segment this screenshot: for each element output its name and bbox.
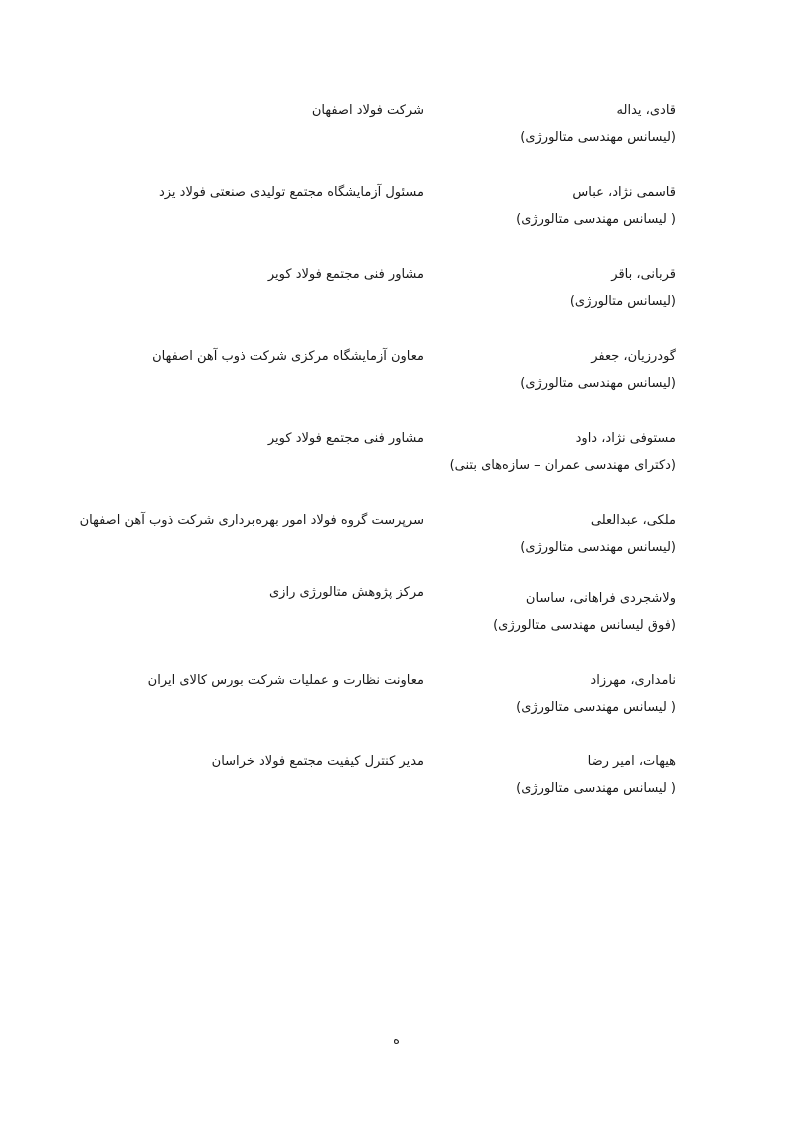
member-position: معاونت نظارت و عملیات شرکت بورس کالای ایران	[147, 673, 424, 688]
member-entry	[0, 672, 793, 732]
member-position: مسئول آزمایشگاه مجتمع تولیدی صنعتی فولاد یزد	[158, 185, 424, 200]
member-position: سرپرست گروه فولاد امور بهره‌برداری شرکت ذوب آهن اصفهان	[79, 513, 424, 528]
member-entry	[0, 585, 793, 650]
member-entry	[0, 266, 793, 326]
member-position: مرکز پژوهش متالورژی رازی	[269, 585, 424, 600]
member-degree: (لیسانس مهندسی متالورژی)	[520, 376, 676, 391]
member-name: نامداری، مهرزاد	[590, 673, 676, 688]
member-name: قربانی، باقر	[611, 267, 676, 282]
member-position: شرکت فولاد اصفهان	[311, 103, 424, 118]
member-degree: ( لیسانس مهندسی متالورژی)	[516, 700, 676, 715]
member-degree: ( لیسانس مهندسی متالورژی)	[516, 212, 676, 227]
member-entry	[0, 102, 793, 162]
member-degree: (لیسانس مهندسی متالورژی)	[520, 130, 676, 145]
member-name: قاسمی نژاد، عباس	[572, 185, 676, 200]
member-degree: (لیسانس متالورژی)	[569, 294, 676, 309]
member-degree: (دکترای مهندسی عمران – سازه‌های بتنی)	[449, 458, 676, 473]
member-name: گودرزیان، جعفر	[591, 349, 676, 364]
member-name: قادی، یداله	[616, 103, 676, 118]
page-number: ه	[393, 1033, 400, 1048]
member-entry	[0, 512, 793, 572]
member-entry	[0, 184, 793, 244]
member-name: هیهات، امیر رضا	[587, 754, 676, 769]
member-entry	[0, 430, 793, 490]
member-position: معاون آزمایشگاه مرکزی شرکت ذوب آهن اصفهان	[152, 349, 424, 364]
member-position: مشاور فنی مجتمع فولاد کویر	[267, 267, 424, 282]
member-degree: (فوق لیسانس مهندسی متالورژی)	[493, 618, 676, 633]
member-name: مستوفی نژاد، داود	[575, 431, 676, 446]
member-degree: (لیسانس مهندسی متالورژی)	[520, 540, 676, 555]
member-position: مدیر کنترل کیفیت مجتمع فولاد خراسان	[211, 754, 424, 769]
member-position: مشاور فنی مجتمع فولاد کویر	[267, 431, 424, 446]
member-degree: ( لیسانس مهندسی متالورژی)	[516, 781, 676, 796]
member-name: ولاشجردی فراهانی، ساسان	[525, 591, 676, 606]
member-entry	[0, 753, 793, 813]
member-name: ملکی، عبدالعلی	[590, 513, 676, 528]
member-entry	[0, 348, 793, 408]
